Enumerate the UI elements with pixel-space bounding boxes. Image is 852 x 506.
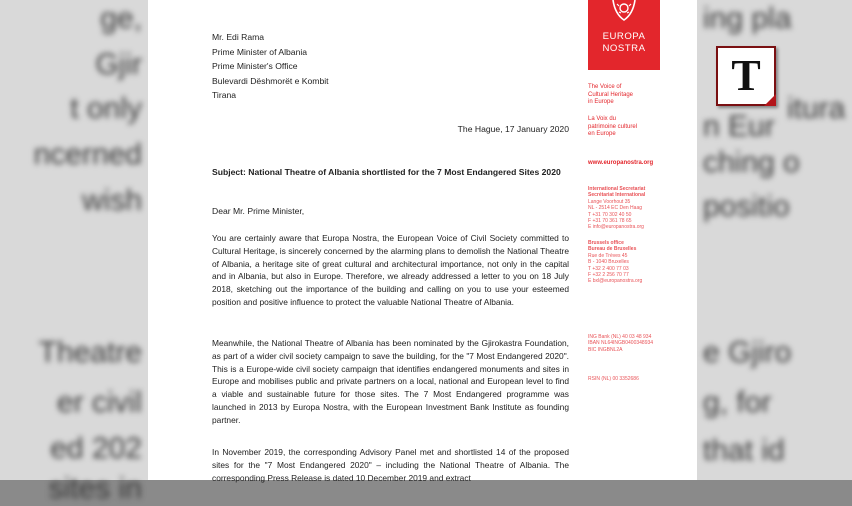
channel-logo — [716, 46, 776, 106]
tagline-line: The Voice of — [588, 84, 622, 90]
bank-details — [588, 334, 678, 353]
contact-line: B - 1040 Bruxelles — [588, 259, 629, 266]
tagline-line: en Europe — [588, 131, 616, 138]
bg-text-line: wish — [81, 184, 142, 217]
bank-line: ING Bank (NL) 40 03 48 934 — [588, 334, 652, 340]
address-line: Bulevardi Dëshmorët e Kombit — [212, 75, 329, 86]
recipient-address — [212, 30, 329, 103]
contact-line: Bureau de Bruxelles — [588, 246, 637, 253]
bg-text-line: ed 202 — [50, 432, 142, 465]
tagline-english — [588, 84, 678, 107]
logo-text-nostra: NOSTRA — [602, 43, 646, 54]
address-line: Prime Minister's Office — [212, 61, 298, 72]
contact-line: F +31 70 361 78 65 — [588, 218, 632, 225]
contact-line: Rue de Trèves 45 — [588, 252, 628, 259]
letter-paragraph: You are certainly aware that Europa Nostra, the European Voice of Civil Society committed to Cultural Heritage, is sincerely concerned by the alarming plans to demolish the National Theatre of Albania, a heritage site of great cultural and architectural importance, not only in the capital and in Albania, but also in Europe. Therefore, we already addressed a letter to you on 18 July 2018, sketching out the importance of the building and calling on you to use your esteemed position and positive influence to protect the valuable National Theatre of Albania. — [212, 233, 569, 307]
page-fold-icon — [764, 94, 776, 106]
bank-line: IBAN NL64INGB0400348934 — [588, 340, 654, 347]
europa-nostra-logo — [588, 0, 660, 70]
contact-line: E bxl@europanostra.org — [588, 278, 643, 285]
contact-line: T +31 70 302 40 50 — [588, 211, 632, 218]
contact-line: T +32 2 400 77 03 — [588, 265, 629, 272]
bg-text-line: ge, — [100, 2, 142, 35]
vat-number: RSIN (NL) 00 3352686 — [588, 376, 639, 382]
letter-paragraph: Meanwhile, the National Theatre of Albania has been nominated by the Gjirokastra Foundation, as part of a wider civil society campaign to save the building, for the "7 Most Endangered 2020". This is a Europe-wide civil society campaign that identifies endangered monuments and sites in Europe and mobilises public and private partners on a local, national and European level to find a viable and sustainable future for those sites. The 7 Most Endangered programme was launched in 2013 by Europa Nostra, with the European Investment Bank Institute as founding partner. — [212, 338, 569, 425]
tagline-line: La Voix du — [588, 116, 617, 122]
tagline-french — [588, 116, 678, 139]
contact-line: NL - 2514 EC Den Haag — [588, 205, 643, 212]
contact-line: E info@europanostra.org — [588, 224, 644, 231]
tagline-line: in Europe — [588, 99, 614, 106]
bg-text-line: e Gjiro — [703, 336, 792, 369]
bg-text-line: Gjir — [95, 48, 142, 81]
laurel-emblem-icon — [609, 0, 639, 22]
brussels-contact — [588, 240, 678, 285]
address-line: Prime Minister of Albania — [212, 46, 308, 57]
bg-text-line: g, for — [703, 386, 772, 419]
contact-line: Lange Voorhout 35 — [588, 198, 631, 205]
bg-text-line: n Eur — [703, 110, 775, 143]
bg-text-line: positio — [703, 190, 790, 223]
address-line: Mr. Edi Rama — [212, 32, 265, 42]
letter-date: The Hague, 17 January 2020 — [457, 124, 569, 134]
bg-text-line: that id — [703, 434, 785, 467]
tagline-line: patrimoine culturel — [588, 123, 638, 130]
bg-text-line: itura — [787, 92, 846, 125]
bg-text-line: ching o — [703, 146, 800, 179]
contact-line: Brussels office — [588, 240, 624, 246]
bg-text-line: Theatre — [38, 336, 142, 369]
bg-text-line: ncerned — [33, 138, 142, 171]
bg-text-line: ing pla — [703, 2, 792, 35]
letter-paragraph: In November 2019, the corresponding Advisory Panel met and shortlisted 14 of the proposed sites for the "7 Most Endangered 2020" – including the National Theatre of Albania. The corresponding Press Release is dated 10 December 2019 and extract — [212, 447, 569, 483]
logo-text-europa: EUROPA — [602, 31, 646, 42]
letter-page — [148, 0, 697, 483]
address-line: Tirana — [212, 90, 237, 101]
secretariat-contact — [588, 186, 678, 231]
tagline-line: Cultural Heritage — [588, 91, 634, 98]
bg-text-line: t only — [70, 92, 142, 125]
contact-line: International Secretariat — [588, 186, 646, 192]
contact-line: F +32 2 256 70 77 — [588, 272, 629, 279]
channel-logo-letter: T — [731, 51, 761, 100]
letter-salutation: Dear Mr. Prime Minister, — [212, 206, 305, 216]
contact-line: Secrétariat International — [588, 192, 646, 199]
website-link: www.europanostra.org — [588, 160, 654, 166]
bg-text-line: er civil — [56, 386, 142, 419]
bank-line: BIC INGBNL2A — [588, 346, 623, 353]
blurred-background-left — [0, 0, 148, 505]
bg-text-line: sites in — [48, 472, 142, 505]
letter-subject: Subject: National Theatre of Albania shortlisted for the 7 Most Endangered Sites 2020 — [212, 167, 561, 177]
